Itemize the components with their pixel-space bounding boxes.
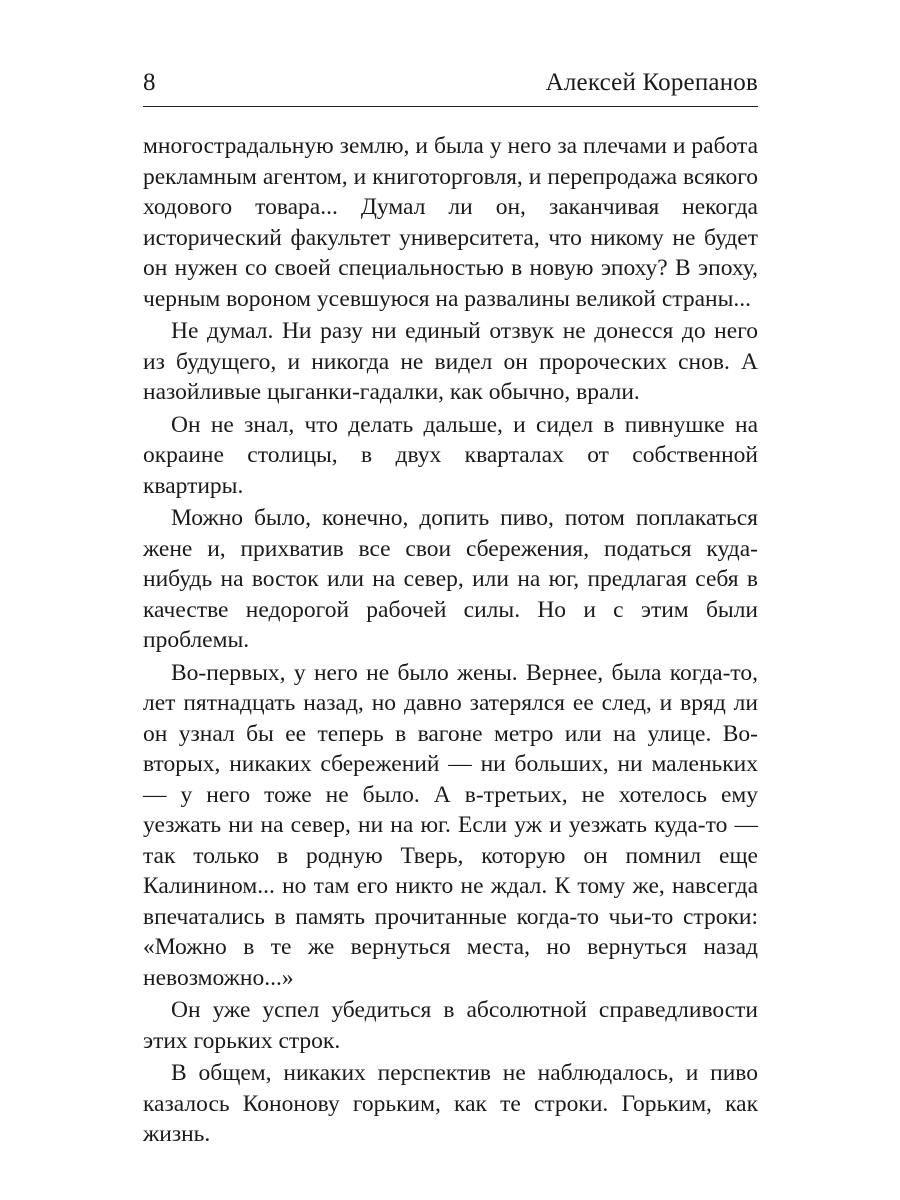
- paragraph: многострадальную землю, и была у него за плечами и работа рекламным агентом, и книготорговля, и перепродажа всякого ходового товара... Думал ли он, заканчивая некогда исторический факультет университета, что никому не будет он нужен со своей специальностью в новую эпоху? В эпоху, черным вороном усевшуюся на развалины великой страны...: [143, 133, 758, 312]
- page-header: [143, 62, 758, 102]
- header-rule: [143, 106, 758, 107]
- body-text: [143, 131, 758, 1150]
- paragraph: Он не знал, что делать дальше, и сидел в пивнушке на окраине столицы, в двух кварталах от собственной квартиры.: [143, 411, 758, 499]
- paragraph: Можно было, конечно, допить пиво, потом поплакаться жене и, прихватив все свои сбережения, податься куда-нибудь на восток или на север, или на юг, предлагая себя в качестве недорогой рабочей силы. Но и с этим были проблемы.: [143, 505, 758, 653]
- running-head-author: Алексей Корепанов: [545, 69, 758, 96]
- paragraph: Он уже успел убедиться в абсолютной справедливости этих горьких строк.: [143, 997, 758, 1054]
- paragraph: В общем, никаких перспектив не наблюдалось, и пиво казалось Кононову горьким, как те строки. Горьким, как жизнь.: [143, 1060, 758, 1147]
- page-number: 8: [143, 69, 156, 96]
- paragraph: Не думал. Ни разу ни единый отзвук не донесся до него из будущего, и никогда не видел он пророческих снов. А назойливые цыганки-гадалки, как обычно, врали.: [143, 318, 758, 405]
- paragraph: Во-первых, у него не было жены. Вернее, была когда-то, лет пятнадцать назад, но давно затерялся ее след, и вряд ли он узнал бы ее теперь в вагоне метро или на улице. Во-вторых, никаких сбережений — ни больших, ни маленьких — у него тоже не было. А в-третьих, не хотелось ему уезжать ни на север, ни на юг. Если уж и уезжать куда-то — так только в родную Тверь, которую он помнил еще Калинином... но там его никто не ждал. К тому же, навсегда впечатались в память прочитанные когда-то чьи-то строки: «Можно в те же вернуться места, но вернуться назад невозможно...»: [143, 659, 758, 991]
